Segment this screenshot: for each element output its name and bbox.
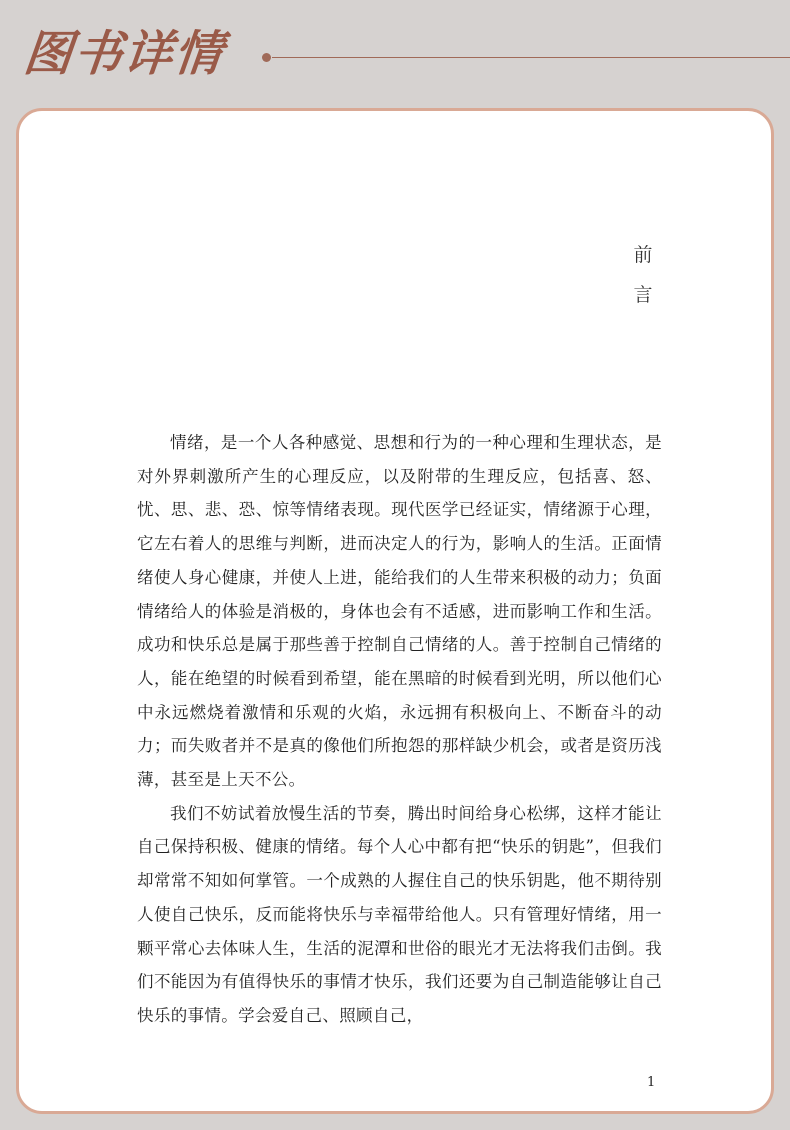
- paragraph-1: 情绪，是一个人各种感觉、思想和行为的一种心理和生理状态，是对外界刺激所产生的心理反应，以及附带的生理反应，包括喜、怒、忧、思、悲、恐、惊等情绪表现。现代医学已经证实，情绪源于心理，它左右着人的思维与判断，进而决定人的行为，影响人的生活。正面情绪使人身心健康，并使人上进，能给我们的人生带来积极的动力；负面情绪给人的体验是消极的，身体也会有不适感，进而影响工作和生活。成功和快乐总是属于那些善于控制自己情绪的人。善于控制自己情绪的人，能在绝望的时候看到希望，能在黑暗的时候看到光明，所以他们心中永远燃烧着激情和乐观的火焰，永远拥有积极向上、不断奋斗的动力；而失败者并不是真的像他们所抱怨的那样缺少机会，或者是资历浅薄，甚至是上天不公。: [137, 433, 662, 790]
- header-dot-ornament: [262, 53, 271, 62]
- section-title-char-2: 言: [633, 284, 653, 306]
- section-title: [631, 235, 655, 315]
- section-title-char-1: 前: [633, 244, 653, 266]
- paragraph-2: 我们不妨试着放慢生活的节奏，腾出时间给身心松绑，这样才能让自己保持积极、健康的情绪。每个人心中都有把“快乐的钥匙”，但我们却常常不知如何掌管。一个成熟的人握住自己的快乐钥匙，他不期待别人使自己快乐，反而能将快乐与幸福带给他人。只有管理好情绪，用一颗平常心去体味人生，生活的泥潭和世俗的眼光才无法将我们击倒。我们不能因为有值得快乐的事情才快乐，我们还要为自己制造能够让自己快乐的事情。学会爱自己、照顾自己，: [137, 803, 662, 1025]
- page-header-title: 图书详情: [21, 26, 227, 82]
- page-header: [0, 0, 790, 100]
- preface-body: [137, 426, 662, 1033]
- page-number: 1: [647, 1075, 656, 1090]
- book-page-card: [16, 108, 774, 1114]
- header-divider-line: [272, 57, 790, 58]
